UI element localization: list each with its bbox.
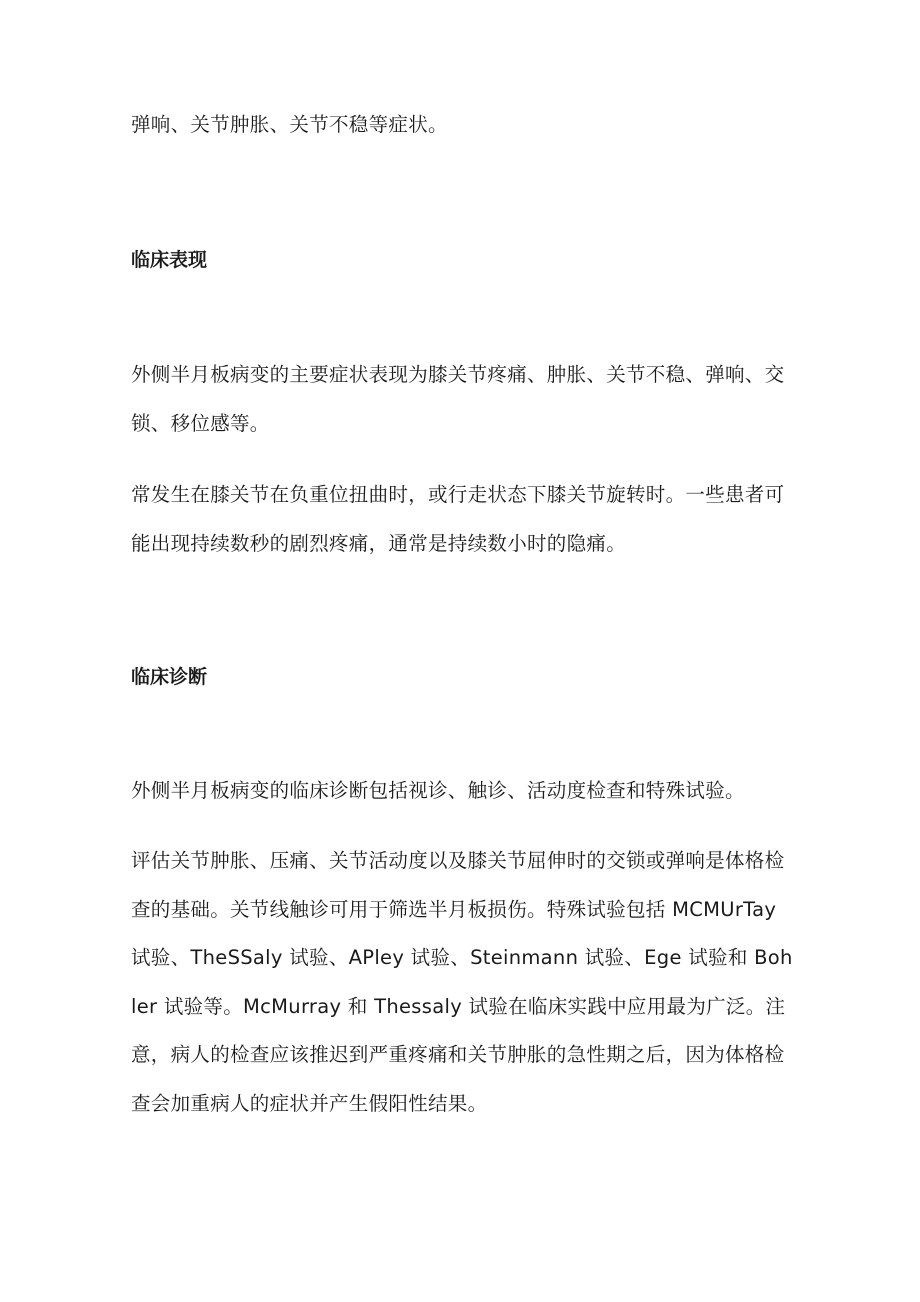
paragraph-presentation-1: 外侧半月板病变的主要症状表现为膝关节疼痛、肿胀、关节不稳、弹响、交锁、移位感等。 xyxy=(131,363,785,435)
paragraph-diagnosis-2: 评估关节肿胀、压痛、关节活动度以及膝关节屈伸时的交锁或弹响是体格检查的基础。关节线触诊可用于筛选半月板损伤。特殊试验包括 MCMUrTay 试验、TheSSaly 试验、APley 试验、Steinmann 试验、Ege 试验和 Bohler 试验等。McMurray 和 Thessaly 试验在临床实践中应用最为广泛。注意，病人的检查应该推迟到严重疼痛和关节肿胀的急性期之后，因为体格检查会加重病人的症状并产生假阳性结果。 xyxy=(131,849,793,1115)
section-heading-clinical-diagnosis: 临床诊断 xyxy=(131,666,208,688)
paragraph-presentation-2: 常发生在膝关节在负重位扭曲时，或行走状态下膝关节旋转时。一些患者可能出现持续数秒的剧烈疼痛，通常是持续数小时的隐痛。 xyxy=(131,483,785,555)
section-heading-clinical-presentation: 临床表现 xyxy=(131,249,208,271)
paragraph-diagnosis-1: 外侧半月板病变的临床诊断包括视诊、触诊、活动度检查和特殊试验。 xyxy=(131,779,745,802)
lead-paragraph: 弹响、关节肿胀、关节不稳等症状。 xyxy=(131,113,448,136)
